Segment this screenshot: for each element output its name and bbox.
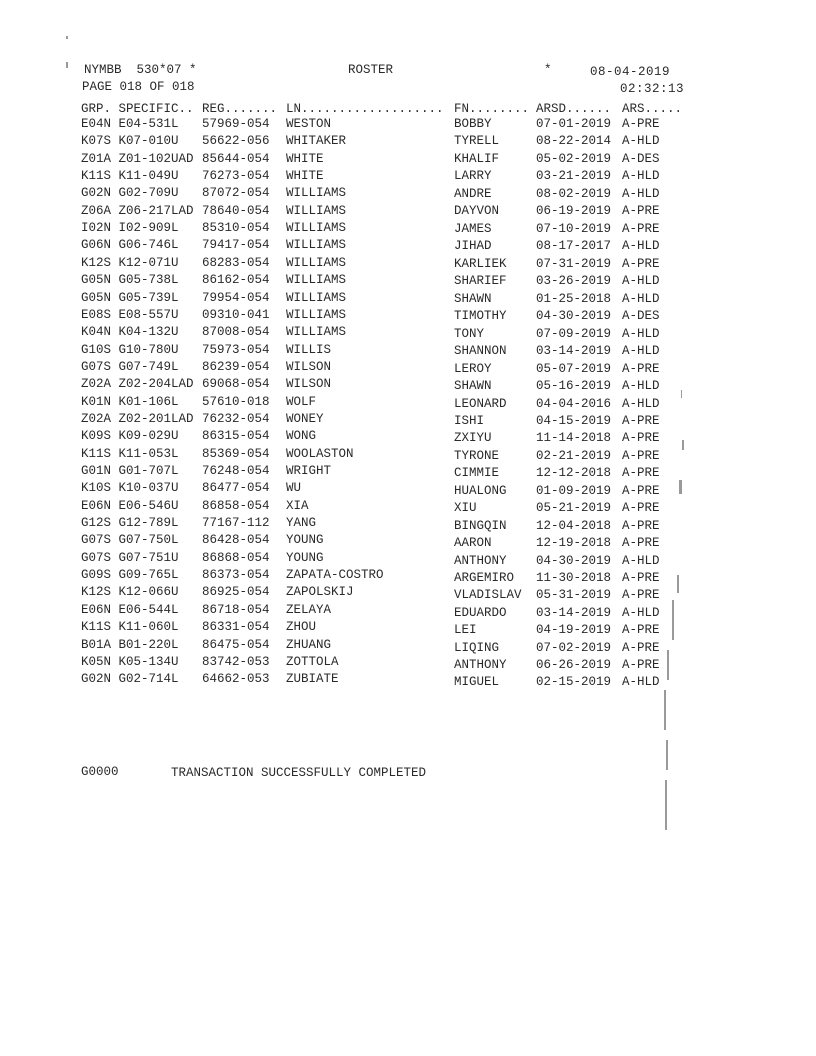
cell-ars: A-PRE [622,361,660,376]
scan-speck [665,780,667,830]
cell-ln: ZHOU [286,620,317,635]
cell-fn: ZXIYU [454,431,492,446]
cell-fn: XIU [454,501,477,516]
cell-fn: LIQING [454,640,500,655]
cell-arsd: 12-12-2018 [536,466,612,481]
cell-fn: JIHAD [454,239,492,254]
cell-reg: 86868-054 [202,550,270,565]
col-header-arsd: ARSD...... [536,102,612,116]
cell-fn: ARGEMIRO [454,571,515,586]
cell-ars: A-HLD [622,239,660,254]
table-row [0,291,816,308]
scan-speck [66,62,68,68]
cell-grp-specific: G06N G06-746L [81,238,179,253]
cell-ln: YOUNG [286,550,324,565]
cell-ars: A-PRE [622,518,660,533]
cell-ln: WHITE [286,169,324,184]
scan-speck [667,650,669,680]
cell-reg: 79954-054 [202,290,270,305]
cell-reg: 86428-054 [202,533,270,548]
cell-ln: WILLIAMS [286,221,347,236]
table-row [0,655,816,672]
cell-fn: MIGUEL [454,675,500,690]
cell-arsd: 05-16-2019 [536,379,612,394]
table-row [0,152,816,169]
table-row [0,273,816,290]
cell-arsd: 07-09-2019 [536,326,612,341]
cell-fn: LEI [454,623,477,638]
cell-reg: 86162-054 [202,273,270,288]
cell-fn: JAMES [454,221,492,236]
cell-ln: WESTON [286,117,332,131]
cell-ars: A-PRE [622,413,660,428]
table-row [0,585,816,602]
table-row [0,481,816,498]
cell-grp-specific: Z02A Z02-201LAD [81,411,194,426]
cell-arsd: 07-01-2019 [536,117,612,131]
table-row [0,516,816,533]
cell-ln: WILLIAMS [286,325,347,340]
system-code: NYMBB 530*07 * [84,63,197,77]
table-row [0,620,816,637]
cell-fn: ANDRE [454,186,492,201]
table-row [0,551,816,568]
cell-fn: TIMOTHY [454,309,507,324]
cell-ln: YOUNG [286,533,324,548]
cell-arsd: 05-02-2019 [536,151,612,166]
cell-grp-specific: K07S K07-010U [81,134,179,149]
cell-arsd: 03-26-2019 [536,274,612,289]
cell-grp-specific: K11S K11-053L [81,446,179,461]
cell-grp-specific: G05N G05-739L [81,290,179,305]
col-header-fn: FN........ [454,102,530,116]
cell-fn: TYRONE [454,448,500,463]
cell-grp-specific: G02N G02-714L [81,672,179,687]
cell-ln: ZAPATA-COSTRO [286,568,384,583]
cell-ars: A-PRE [622,256,660,271]
cell-reg: 57969-054 [202,117,270,131]
col-header-grp-specific: GRP. SPECIFIC.. [81,102,194,116]
cell-fn: AARON [454,536,492,551]
cell-ln: WONG [286,429,317,444]
cell-ln: WILSON [286,359,332,374]
cell-ars: A-PRE [622,221,660,236]
cell-ln: ZOTTOLA [286,654,339,669]
cell-ln: WILLIAMS [286,186,347,201]
cell-grp-specific: K10S K10-037U [81,481,179,496]
cell-reg: 64662-053 [202,672,270,687]
table-row [0,412,816,429]
header-asterisk: * [544,63,552,77]
cell-ars: A-HLD [622,605,660,620]
cell-fn: KARLIEK [454,256,507,271]
table-row [0,568,816,585]
cell-arsd: 05-31-2019 [536,588,612,603]
cell-grp-specific: G10S G10-780U [81,342,179,357]
cell-ars: A-DES [622,151,660,166]
table-row [0,429,816,446]
cell-ars: A-PRE [622,571,660,586]
cell-reg: 87072-054 [202,186,270,201]
table-row [0,238,816,255]
cell-arsd: 08-17-2017 [536,239,612,254]
cell-grp-specific: G07S G07-749L [81,359,179,374]
scan-speck [664,690,666,730]
cell-reg: 86477-054 [202,481,270,496]
cell-ars: A-HLD [622,186,660,201]
cell-grp-specific: K01N K01-106L [81,394,179,409]
table-row [0,447,816,464]
cell-grp-specific: E08S E08-557U [81,307,179,322]
cell-arsd: 03-14-2019 [536,605,612,620]
cell-arsd: 01-25-2018 [536,291,612,306]
cell-reg: 86925-054 [202,585,270,600]
cell-reg: 76248-054 [202,464,270,478]
scan-speck [682,440,684,450]
cell-reg: 83742-053 [202,654,270,669]
cell-arsd: 04-30-2019 [536,553,612,568]
cell-fn: SHAWN [454,291,492,306]
scan-speck [672,600,674,640]
cell-arsd: 07-31-2019 [536,256,612,271]
cell-ars: A-PRE [622,640,660,655]
cell-arsd: 03-21-2019 [536,169,612,184]
table-row [0,533,816,550]
table-row [0,186,816,203]
cell-grp-specific: G09S G09-765L [81,568,179,583]
page-title: ROSTER [348,63,394,77]
table-row [0,134,816,151]
table-row [0,395,816,412]
cell-ars: A-PRE [622,588,660,603]
cell-ln: ZELAYA [286,602,332,617]
cell-grp-specific: K11S K11-060L [81,620,179,635]
cell-reg: 86718-054 [202,602,270,617]
cell-ars: A-HLD [622,134,660,149]
cell-fn: HUALONG [454,483,507,498]
cell-fn: TONY [454,326,485,341]
col-header-ars: ARS..... [622,102,683,116]
cell-fn: SHARIEF [454,274,507,289]
cell-reg: 69068-054 [202,377,270,392]
cell-fn: SHAWN [454,379,492,394]
table-row [0,169,816,186]
cell-ln: WILLIAMS [286,273,347,288]
table-row [0,221,816,238]
cell-reg: 86315-054 [202,429,270,444]
cell-grp-specific: K05N K05-134U [81,654,179,669]
cell-ln: WILLIAMS [286,238,347,253]
cell-reg: 75973-054 [202,342,270,357]
cell-reg: 68283-054 [202,255,270,270]
cell-ars: A-HLD [622,396,660,411]
cell-grp-specific: B01A B01-220L [81,637,179,652]
cell-ln: WILLIS [286,342,332,357]
cell-arsd: 08-22-2014 [536,134,612,149]
cell-arsd: 05-21-2019 [536,501,612,516]
col-header-ln: LN................... [286,102,444,116]
cell-reg: 86475-054 [202,637,270,652]
cell-arsd: 08-02-2019 [536,186,612,201]
cell-fn: TYRELL [454,134,500,149]
cell-ars: A-PRE [622,448,660,463]
cell-arsd: 04-15-2019 [536,413,612,428]
table-row [0,204,816,221]
cell-reg: 76232-054 [202,411,270,426]
table-row [0,360,816,377]
cell-ln: YANG [286,516,317,531]
cell-ars: A-PRE [622,623,660,638]
cell-ln: WRIGHT [286,464,332,478]
cell-ln: ZHUANG [286,637,332,652]
cell-arsd: 12-04-2018 [536,518,612,533]
cell-reg: 78640-054 [202,203,270,218]
cell-ln: WONEY [286,411,324,426]
cell-grp-specific: Z02A Z02-204LAD [81,377,194,392]
cell-arsd: 07-02-2019 [536,640,612,655]
table-row [0,499,816,516]
cell-reg: 86858-054 [202,498,270,513]
cell-fn: LARRY [454,169,492,184]
cell-grp-specific: G05N G05-738L [81,273,179,288]
cell-ars: A-HLD [622,675,660,690]
cell-arsd: 02-21-2019 [536,448,612,463]
cell-ars: A-HLD [622,379,660,394]
cell-reg: 85644-054 [202,151,270,166]
cell-arsd: 01-09-2019 [536,483,612,498]
cell-arsd: 11-14-2018 [536,431,612,446]
cell-grp-specific: G02N G02-709U [81,186,179,201]
page-indicator: PAGE 018 OF 018 [82,80,195,94]
cell-ln: ZAPOLSKIJ [286,585,354,600]
cell-fn: EDUARDO [454,605,507,620]
cell-ars: A-PRE [622,431,660,446]
print-time: 02:32:13 [620,82,685,96]
cell-reg: 86331-054 [202,620,270,635]
cell-arsd: 04-30-2019 [536,309,612,324]
cell-ars: A-HLD [622,553,660,568]
cell-grp-specific: G07S G07-751U [81,550,179,565]
cell-arsd: 04-04-2016 [536,396,612,411]
cell-fn: VLADISLAV [454,588,522,603]
cell-reg: 79417-054 [202,238,270,253]
table-row [0,256,816,273]
cell-ln: WILSON [286,377,332,392]
cell-reg: 76273-054 [202,169,270,184]
cell-grp-specific: E04N E04-531L [81,117,179,131]
cell-arsd: 02-15-2019 [536,675,612,690]
cell-ars: A-PRE [622,657,660,672]
cell-ln: ZUBIATE [286,672,339,687]
cell-ars: A-PRE [622,466,660,481]
col-header-reg: REG....... [202,102,278,116]
cell-reg: 56622-056 [202,134,270,149]
cell-grp-specific: Z06A Z06-217LAD [81,203,194,218]
scan-speck [679,480,682,494]
cell-fn: LEONARD [454,396,507,411]
scan-speck [666,740,668,770]
cell-fn: LEROY [454,361,492,376]
cell-ln: WOOLASTON [286,446,354,461]
table-row [0,638,816,655]
cell-fn: SHANNON [454,344,507,359]
cell-grp-specific: G12S G12-789L [81,516,179,531]
cell-reg: 85369-054 [202,446,270,461]
cell-ars: A-HLD [622,326,660,341]
cell-fn: ANTHONY [454,553,507,568]
cell-grp-specific: K12S K12-066U [81,585,179,600]
cell-fn: ANTHONY [454,657,507,672]
cell-fn: BINGQIN [454,518,507,533]
cell-ln: WILLIAMS [286,307,347,322]
cell-ln: WHITE [286,151,324,166]
cell-arsd: 04-19-2019 [536,623,612,638]
cell-reg: 86373-054 [202,568,270,583]
cell-ars: A-DES [622,309,660,324]
cell-arsd: 07-10-2019 [536,221,612,236]
cell-grp-specific: G07S G07-750L [81,533,179,548]
cell-ars: A-PRE [622,204,660,219]
status-code: G0000 [81,765,119,779]
cell-ars: A-PRE [622,483,660,498]
cell-grp-specific: K11S K11-049U [81,169,179,184]
table-row [0,325,816,342]
scan-speck [66,36,68,39]
cell-arsd: 05-07-2019 [536,361,612,376]
cell-grp-specific: I02N I02-909L [81,221,179,236]
cell-reg: 57610-018 [202,394,270,409]
cell-fn: KHALIF [454,151,500,166]
cell-ln: WILLIAMS [286,255,347,270]
cell-reg: 86239-054 [202,359,270,374]
cell-arsd: 11-30-2018 [536,571,612,586]
cell-reg: 09310-041 [202,307,270,322]
cell-arsd: 06-26-2019 [536,657,612,672]
cell-fn: DAYVON [454,204,500,219]
cell-ln: WU [286,481,302,496]
cell-ln: WILLIAMS [286,203,347,218]
scan-speck [681,390,682,398]
table-row [0,343,816,360]
cell-ars: A-HLD [622,291,660,306]
cell-reg: 77167-112 [202,516,270,531]
cell-fn: BOBBY [454,117,492,131]
scan-speck [677,575,679,593]
cell-fn: CIMMIE [454,466,500,481]
table-row [0,464,816,481]
cell-ln: WOLF [286,394,317,409]
table-row [0,117,816,134]
cell-ln: XIA [286,498,309,513]
cell-reg: 87008-054 [202,325,270,340]
table-row [0,603,816,620]
cell-ars: A-PRE [622,501,660,516]
cell-fn: ISHI [454,413,485,428]
cell-ars: A-HLD [622,274,660,289]
table-row [0,308,816,325]
table-row [0,672,816,689]
cell-ars: A-PRE [622,117,660,131]
cell-ln: WHITAKER [286,134,347,149]
cell-grp-specific: E06N E06-546U [81,498,179,513]
cell-reg: 85310-054 [202,221,270,236]
cell-grp-specific: E06N E06-544L [81,602,179,617]
table-row [0,377,816,394]
cell-grp-specific: K04N K04-132U [81,325,179,340]
cell-arsd: 12-19-2018 [536,536,612,551]
cell-arsd: 06-19-2019 [536,204,612,219]
cell-grp-specific: G01N G01-707L [81,464,179,478]
cell-ln: WILLIAMS [286,290,347,305]
cell-grp-specific: K09S K09-029U [81,429,179,444]
cell-grp-specific: K12S K12-071U [81,255,179,270]
cell-ars: A-HLD [622,169,660,184]
cell-ars: A-PRE [622,536,660,551]
print-date: 08-04-2019 [590,65,671,79]
cell-arsd: 03-14-2019 [536,344,612,359]
status-message: TRANSACTION SUCCESSFULLY COMPLETED [171,766,427,780]
cell-grp-specific: Z01A Z01-102UAD [81,151,194,166]
cell-ars: A-HLD [622,344,660,359]
